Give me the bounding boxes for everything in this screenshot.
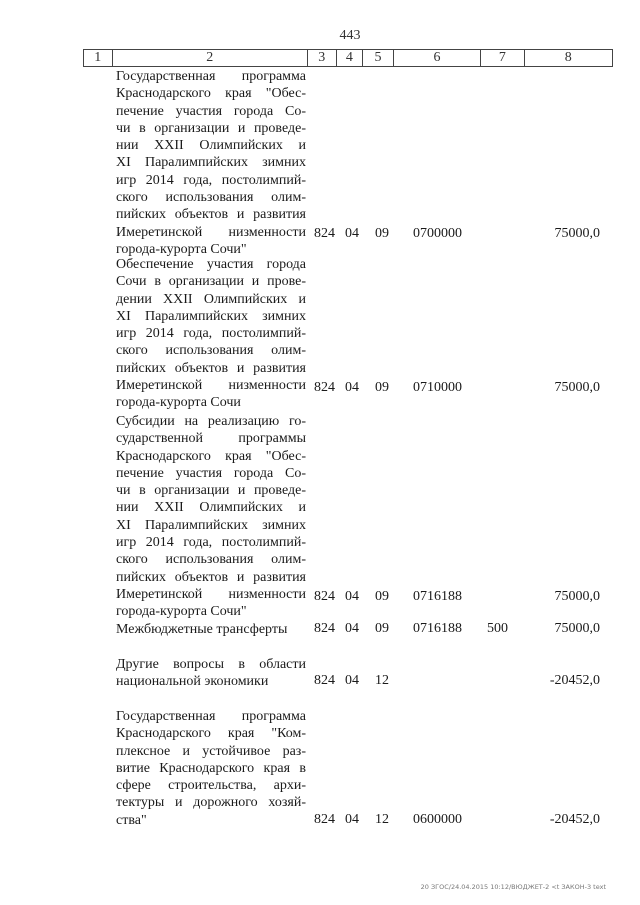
description-line: сударственной программы	[116, 431, 306, 447]
description-line: Краснодарского края "Ком-	[116, 726, 306, 742]
description-line: Имеретинской низменности	[116, 378, 306, 394]
description-line: Имеретинской низменности	[116, 586, 306, 602]
amount: -20452,0	[549, 673, 600, 688]
row-description	[116, 413, 306, 621]
description-line: пийских объектов и развития	[116, 360, 306, 376]
target-article-code: 0716188	[413, 621, 462, 636]
target-article-code: 0716188	[413, 589, 462, 604]
page-number: 443	[339, 28, 361, 43]
subsection-code: 09	[375, 226, 389, 241]
column-number-5: 5	[363, 50, 394, 67]
row-description	[116, 68, 306, 258]
column-number-3: 3	[307, 50, 336, 67]
description-line: Государственная программа	[116, 709, 306, 724]
section-code: 04	[345, 589, 359, 604]
amount: -20452,0	[549, 812, 600, 827]
description-line: XI Паралимпийских зимних	[116, 517, 306, 533]
column-number-4: 4	[336, 50, 363, 67]
amount: 75000,0	[554, 621, 600, 636]
description-line: национальной экономики	[116, 674, 269, 690]
row-description	[116, 708, 306, 829]
description-line: XI Паралимпийских зимних	[116, 308, 306, 324]
grbs-code: 824	[314, 380, 335, 395]
description-line: печение участия города Со-	[116, 465, 306, 481]
target-article-code: 0600000	[413, 812, 462, 827]
subsection-code: 12	[375, 673, 389, 688]
description-line: ского использования олим-	[116, 190, 306, 206]
row-description	[116, 256, 306, 412]
amount: 75000,0	[554, 380, 600, 395]
description-line: пийских объектов и развития	[116, 569, 306, 585]
description-line: Краснодарского края "Обес-	[116, 448, 306, 464]
description-line: нии XXII Олимпийских и	[116, 138, 306, 154]
description-line: нии XXII Олимпийских и	[116, 500, 306, 516]
column-number-6: 6	[393, 50, 480, 67]
column-number-1: 1	[84, 50, 113, 67]
description-line: Обеспечение участия города	[116, 257, 306, 272]
description-line: игр 2014 года, постолимпий-	[116, 535, 306, 551]
description-line: города-курорта Сочи"	[116, 604, 247, 620]
description-line: города-курорта Сочи	[116, 395, 241, 411]
expense-type-code: 500	[487, 621, 508, 636]
description-line: чи в организации и проведе-	[116, 483, 306, 499]
description-line: тектуры и дорожного хозяй-	[116, 795, 306, 811]
section-code: 04	[345, 673, 359, 688]
section-code: 04	[345, 380, 359, 395]
description-line: ского использования олим-	[116, 343, 306, 359]
description-line: плексное и устойчивое раз-	[116, 743, 306, 759]
subsection-code: 12	[375, 812, 389, 827]
description-line: Имеретинской низменности	[116, 224, 306, 240]
description-line: сфере строительства, архи-	[116, 778, 306, 794]
column-number-8: 8	[524, 50, 613, 67]
section-code: 04	[345, 621, 359, 636]
description-line: дении XXII Олимпийских и	[116, 291, 306, 307]
grbs-code: 824	[314, 226, 335, 241]
row-description	[116, 656, 306, 691]
description-line: чи в организации и проведе-	[116, 120, 306, 136]
description-line: города-курорта Сочи"	[116, 241, 247, 257]
amount: 75000,0	[554, 589, 600, 604]
section-code: 04	[345, 226, 359, 241]
description-line: пийских объектов и развития	[116, 207, 306, 223]
grbs-code: 824	[314, 621, 335, 636]
description-line: ского использования олим-	[116, 552, 306, 568]
description-line: Государственная программа	[116, 69, 306, 84]
description-line: игр 2014 года, постолимпий-	[116, 326, 306, 342]
subsection-code: 09	[375, 589, 389, 604]
description-line: Межбюджетные трансферты	[116, 622, 288, 637]
description-line: XI Паралимпийских зимних	[116, 155, 306, 171]
description-line: Сочи в организации и прове-	[116, 274, 306, 290]
target-article-code: 0700000	[413, 226, 462, 241]
description-line: Краснодарского края "Обес-	[116, 86, 306, 102]
section-code: 04	[345, 812, 359, 827]
grbs-code: 824	[314, 673, 335, 688]
document-footer: 20 ЗГОС/24.04.2015 10:12/ВЮДЖЕТ-2 <t ЗАКОН-3 text	[420, 883, 606, 891]
amount: 75000,0	[554, 226, 600, 241]
grbs-code: 824	[314, 589, 335, 604]
column-number-header	[83, 49, 613, 67]
subsection-code: 09	[375, 380, 389, 395]
column-number-7: 7	[481, 50, 524, 67]
description-line: печение участия города Со-	[116, 103, 306, 119]
description-line: Другие вопросы в области	[116, 657, 306, 672]
target-article-code: 0710000	[413, 380, 462, 395]
subsection-code: 09	[375, 621, 389, 636]
grbs-code: 824	[314, 812, 335, 827]
description-line: витие Краснодарского края в	[116, 760, 306, 776]
description-line: игр 2014 года, постолимпий-	[116, 172, 306, 188]
column-number-2: 2	[112, 50, 307, 67]
description-line: Субсидии на реализацию го-	[116, 414, 306, 429]
description-line: ства"	[116, 812, 147, 828]
row-description	[116, 621, 306, 638]
